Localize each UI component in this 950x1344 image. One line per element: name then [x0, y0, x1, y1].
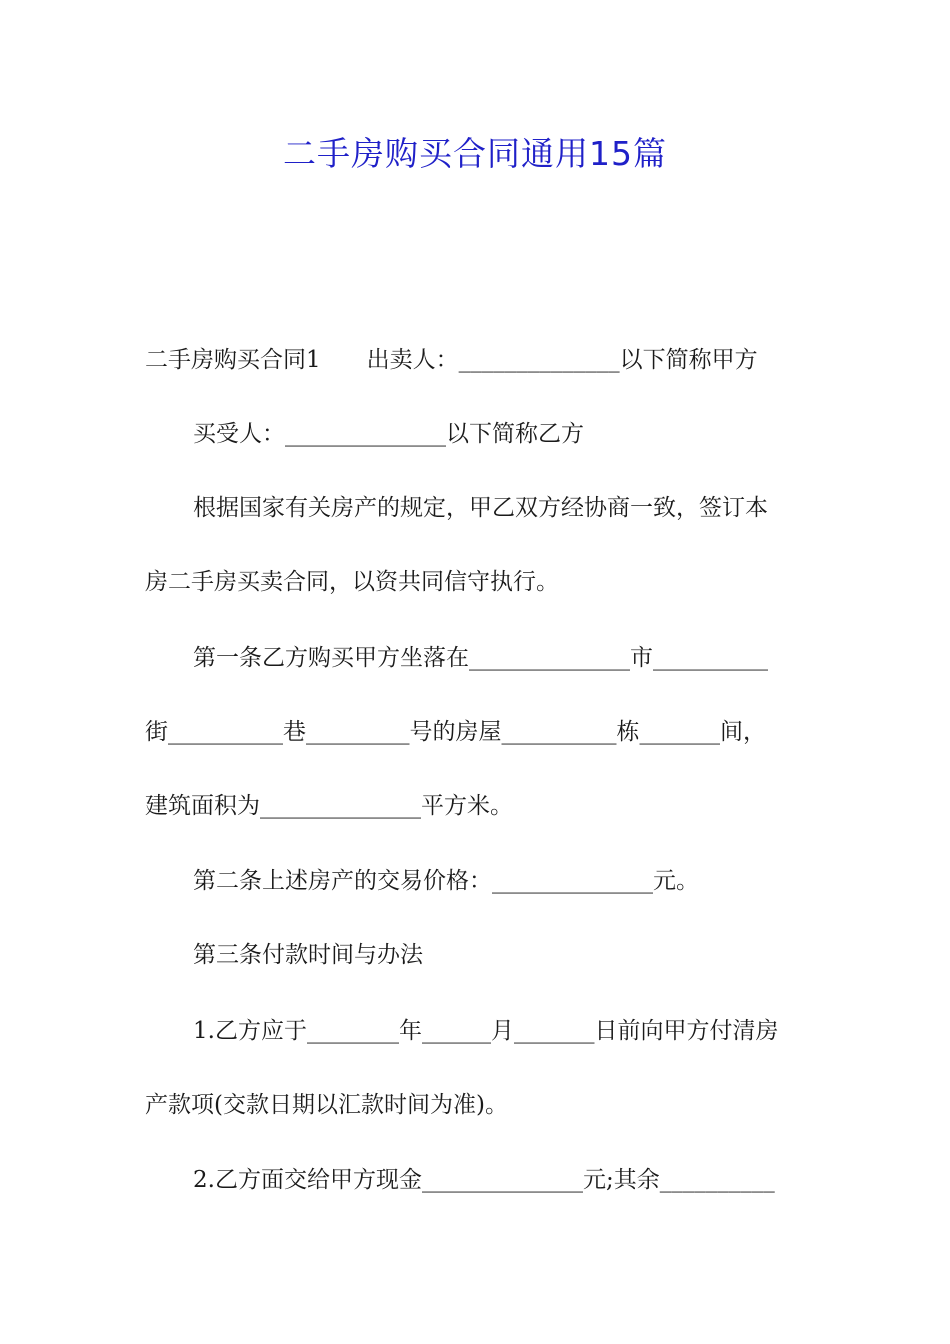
article-1-line-1: 第一条乙方购买甲方坐落在______________市__________ — [193, 645, 768, 671]
contract-heading-seller-line: 二手房购买合同1 出卖人：______________以下简称甲方 — [145, 347, 758, 373]
document-title: 二手房购买合同通用15篇 — [283, 134, 667, 173]
preamble-line-1: 根据国家有关房产的规定，甲乙双方经协商一致，签订本 — [193, 495, 768, 521]
preamble-line-2: 房二手房买卖合同，以资共同信守执行。 — [145, 569, 559, 595]
buyer-line: 买受人：______________以下简称乙方 — [193, 421, 584, 447]
article-2-line: 第二条上述房产的交易价格：______________元。 — [193, 868, 699, 894]
clause-2-line-1: 2.乙方面交给甲方现金______________元;其余__________ — [193, 1167, 775, 1193]
article-3-heading: 第三条付款时间与办法 — [193, 942, 423, 968]
clause-1-line-2: 产款项(交款日期以汇款时间为准)。 — [145, 1092, 508, 1118]
clause-1-line-1: 1.乙方应于________年______月_______日前向甲方付清房 — [193, 1018, 779, 1044]
article-1-line-2: 街__________巷_________号的房屋__________栋_______间， — [145, 719, 766, 745]
article-1-line-3: 建筑面积为______________平方米。 — [145, 793, 513, 819]
